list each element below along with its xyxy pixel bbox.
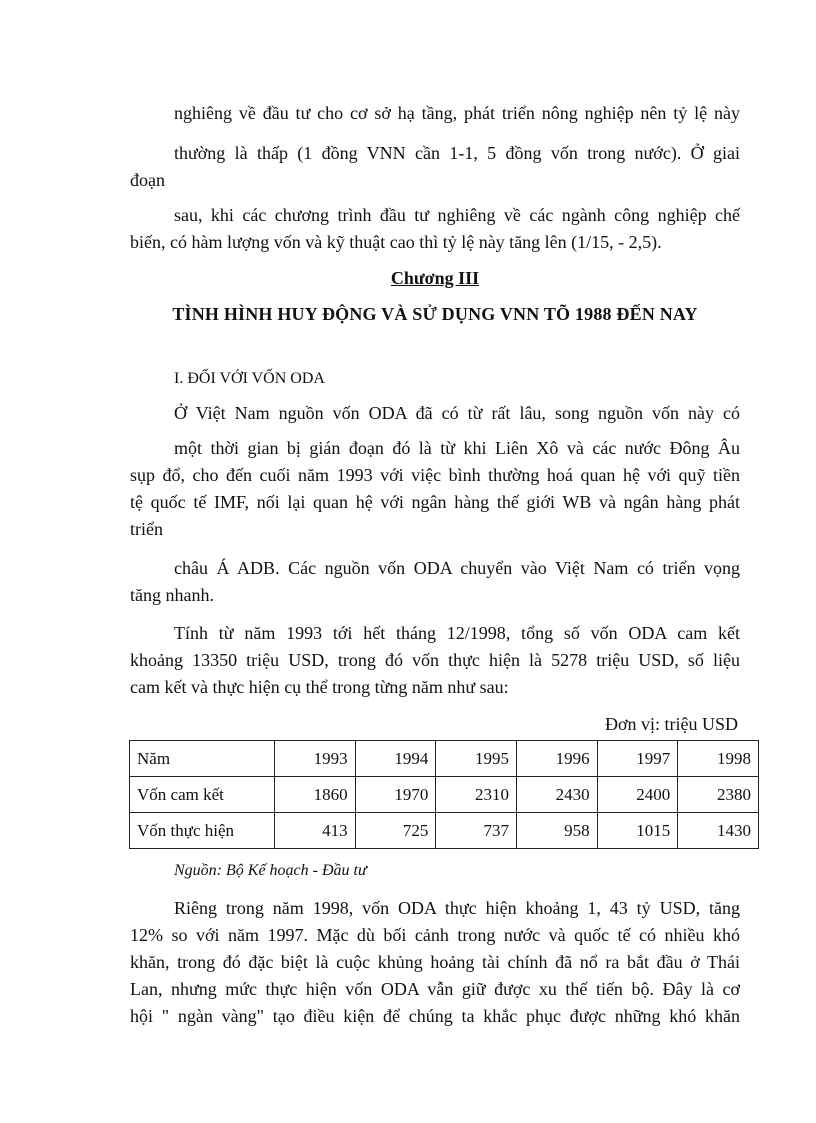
paragraph-line: cam kết và thực hiện cụ thể trong từng năm như sau: — [130, 677, 509, 697]
table-cell: 1015 — [597, 813, 678, 849]
chapter-label: Chương III — [390, 268, 480, 288]
table-row — [130, 813, 759, 849]
oda-table — [129, 740, 759, 849]
table-source: Nguồn: Bộ Kế hoạch - Đầu tư — [174, 862, 367, 879]
table-header-row — [130, 741, 759, 777]
table-header-label: Năm — [130, 741, 275, 777]
table-row — [130, 777, 759, 813]
paragraph-line: châu Á ADB. Các nguồn vốn ODA chuyển vào Việt Nam có triển vọng — [174, 558, 740, 578]
chapter-title: TÌNH HÌNH HUY ĐỘNG VÀ SỬ DỤNG VNN TÕ 1988 ĐẾN NAY — [172, 304, 698, 324]
paragraph-line: Lan, nhưng mức thực hiện vốn ODA vẫn giữ được xu thế tiến bộ. Đây là cơ — [130, 979, 740, 999]
table-row-label: Vốn thực hiện — [130, 813, 275, 849]
paragraph-line: sau, khi các chương trình đầu tư nghiêng về các ngành công nghiệp chế — [174, 205, 740, 225]
table-cell: 413 — [275, 813, 356, 849]
paragraph-line: hội " ngàn vàng" tạo điều kiện để chúng ta khắc phục được những khó khăn — [130, 1006, 740, 1026]
paragraph-line: khoảng 13350 triệu USD, trong đó vốn thực hiện là 5278 triệu USD, số liệu — [130, 650, 740, 670]
paragraph-line: Ở Việt Nam nguồn vốn ODA đã có từ rất lâu, song nguồn vốn này có — [174, 403, 740, 423]
table-unit: Đơn vị: triệu USD — [604, 714, 738, 734]
table-cell: 2400 — [597, 777, 678, 813]
table-cell: 1860 — [275, 777, 356, 813]
table-header-year: 1997 — [597, 741, 678, 777]
table-cell: 958 — [516, 813, 597, 849]
paragraph-line: 12% so với năm 1997. Mặc dù bối cảnh trong nước và quốc tế có nhiều khó — [130, 925, 740, 945]
paragraph-line: Tính từ năm 1993 tới hết tháng 12/1998, tổng số vốn ODA cam kết — [174, 623, 740, 643]
table-header-year: 1995 — [436, 741, 517, 777]
table-cell: 2430 — [516, 777, 597, 813]
paragraph-line: tệ quốc tế IMF, nối lại quan hệ với ngân hàng thế giới WB và ngân hàng phát — [130, 492, 740, 512]
paragraph-line: khăn, trong đó đặc biệt là cuộc khủng hoảng tài chính đã nổ ra bắt đầu ở Thái — [130, 952, 740, 972]
table-row-label: Vốn cam kết — [130, 777, 275, 813]
paragraph-line: tăng nhanh. — [130, 585, 214, 605]
paragraph-line: biến, có hàm lượng vốn và kỹ thuật cao thì tỷ lệ này tăng lên (1/15, - 2,5). — [130, 232, 662, 252]
table-cell: 1430 — [678, 813, 759, 849]
table-cell: 1970 — [355, 777, 436, 813]
paragraph-line: thường là thấp (1 đồng VNN cần 1-1, 5 đồng vốn trong nước). Ở giai — [174, 143, 740, 163]
table-header-year: 1993 — [275, 741, 356, 777]
paragraph-line: sụp đổ, cho đến cuối năm 1993 với việc bình thường hoá quan hệ với quỹ tiền — [130, 465, 740, 485]
paragraph-line: Riêng trong năm 1998, vốn ODA thực hiện khoảng 1, 43 tỷ USD, tăng — [174, 898, 740, 918]
table-cell: 725 — [355, 813, 436, 849]
table-cell: 737 — [436, 813, 517, 849]
paragraph-line: đoạn — [130, 170, 165, 190]
table-header-year: 1998 — [678, 741, 759, 777]
paragraph-line: triển — [130, 519, 163, 539]
table-cell: 2310 — [436, 777, 517, 813]
section-heading: I. ĐỐI VỚI VỐN ODA — [174, 370, 325, 387]
paragraph-line: nghiêng về đầu tư cho cơ sở hạ tầng, phát triển nông nghiệp nên tỷ lệ này — [174, 103, 740, 123]
paragraph-line: một thời gian bị gián đoạn đó là từ khi Liên Xô và các nước Đông Âu — [174, 438, 740, 458]
table-header-year: 1996 — [516, 741, 597, 777]
table-cell: 2380 — [678, 777, 759, 813]
table-header-year: 1994 — [355, 741, 436, 777]
